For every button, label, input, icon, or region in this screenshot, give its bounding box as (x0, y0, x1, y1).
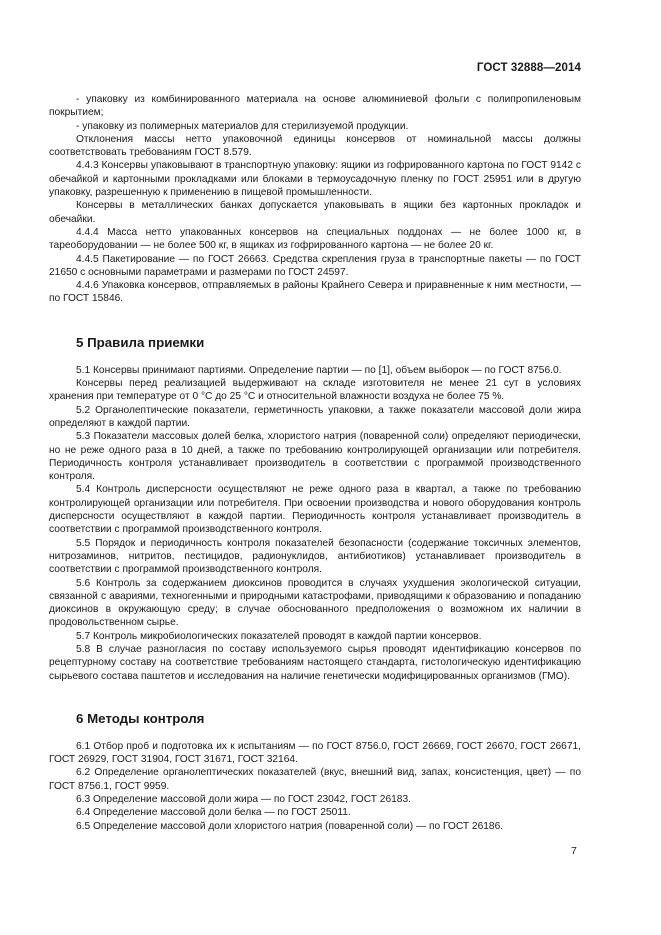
paragraph: 6.1 Отбор проб и подготовка их к испытаниям — по ГОСТ 8756.0, ГОСТ 26669, ГОСТ 26670, ГОСТ 26671, ГОСТ 26929, ГОСТ 31904, ГОСТ 31671, ГОСТ 32164. (49, 740, 581, 766)
section-title: 6 Методы контроля (76, 710, 205, 726)
paragraph: 4.4.4 Масса нетто упакованных консервов на специальных поддонах — не более 1000 кг, в тареоборудовании — не более 500 кг, в ящиках из гофрированного картона — не более 20 кг. (49, 226, 581, 252)
paragraph: 5.8 В случае разногласия по составу используемого сырья проводят идентификацию консервов по рецептурному составу на соответствие требованиям настоящего стандарта, гистологическую идентификацию сырьевого состава паштетов и исследования на наличие генетически модифицированных организмов (ГМО). (49, 643, 581, 682)
page-number: 7 (571, 845, 577, 857)
paragraph: - упаковку из полимерных материалов для стерилизуемой продукции. (76, 120, 409, 132)
paragraph: 5.2 Органолептические показатели, герметичность упаковки, а также показатели массовой доли жира определяют в каждой партии. (49, 404, 581, 429)
paragraph: 5.1 Консервы принимают партиями. Определение партии — по [1], объем выборок — по ГОСТ 8756.0. (76, 364, 562, 376)
paragraph: Консервы в металлических банках допускается упаковывать в ящики без картонных прокладок и обечайки. (49, 200, 581, 225)
paragraph: Консервы перед реализацией выдерживают на складе изготовителя не менее 21 сут в условиях хранения при температуре от 0 °С до 25 °С и относительной влажности воздуха не более 75 %. (49, 378, 581, 403)
section-title: 5 Правила приемки (76, 334, 205, 350)
paragraph: 6.5 Определение массовой доли хлористого натрия (поваренной соли) — по ГОСТ 26186. (76, 820, 504, 832)
paragraph: 5.4 Контроль дисперсности осуществляют не реже одного раза в квартал, а также по требованию контролирующей организации или потребителя. При освоении производства и нового оборудования контроль дисперсности осуществляют в каждой партии. Периодичность контроля устанавливает производитель в соответствии с программой производственного контроля. (49, 484, 581, 536)
paragraph: 5.6 Контроль за содержанием диоксинов проводится в случаях ухудшения экологической ситуации, связанной с авариями, техногенными и природными катастрофами, приводящими к образованию и попаданию диоксинов в окружающую среду; в случае обоснованного предположения о возможном их наличии в продовольственном сырье. (49, 577, 581, 629)
paragraph: Отклонения массы нетто упаковочной единицы консервов от номинальной массы должны соответствовать требованиям ГОСТ 8.579. (49, 133, 581, 159)
paragraph: 5.3 Показатели массовых долей белка, хлористого натрия (поваренной соли) определяют периодически, но не реже одного раза в 10 дней, а также по требованию контролирующей организации или потребителя. Периодичность контроля устанавливает производитель в соответствии с программой производственного контроля. (49, 431, 581, 483)
paragraph: 6.2 Определение органолептических показателей (вкус, внешний вид, запах, консистенция, цвет) — по ГОСТ 8756.1, ГОСТ 9959. (49, 767, 581, 792)
paragraph: 4.4.6 Упаковка консервов, отправляемых в районы Крайнего Севера и приравненные к ним местности, — по ГОСТ 15846. (49, 280, 581, 305)
paragraph: 6.4 Определение массовой доли белка — по ГОСТ 25011. (76, 807, 351, 819)
paragraph: 4.4.5 Пакетирование — по ГОСТ 26663. Средства скрепления груза в транспортные пакеты — по ГОСТ 21650 с основными параметрами и размерами по ГОСТ 24597. (49, 253, 581, 278)
paragraph: 6.3 Определение массовой доли жира — по ГОСТ 23042, ГОСТ 26183. (76, 794, 411, 806)
paragraph: 4.4.3 Консервы упаковывают в транспортную упаковку: ящики из гофрированного картона по ГОСТ 9142 с обечайкой и картонными прокладками или блоками в термоусадочную пленку по ГОСТ 25951 или в другую упаковку, разрешенную к применению в пищевой промышленности. (49, 160, 581, 199)
paragraph: - упаковку из комбинированного материала на основе алюминиевой фольги с полипропиленовым покрытием; (49, 94, 581, 119)
paragraph: 5.7 Контроль микробиологических показателей проводят в каждой партии консервов. (76, 630, 482, 642)
paragraph: 5.5 Порядок и периодичность контроля показателей безопасности (содержание токсичных элементов, нитрозаминов, нитритов, пестицидов, радионуклидов, антибиотиков) устанавливает производитель в соответствии с программой производственного контроля. (49, 537, 581, 576)
document-header: ГОСТ 32888—2014 (476, 62, 581, 74)
document-body (49, 93, 581, 833)
